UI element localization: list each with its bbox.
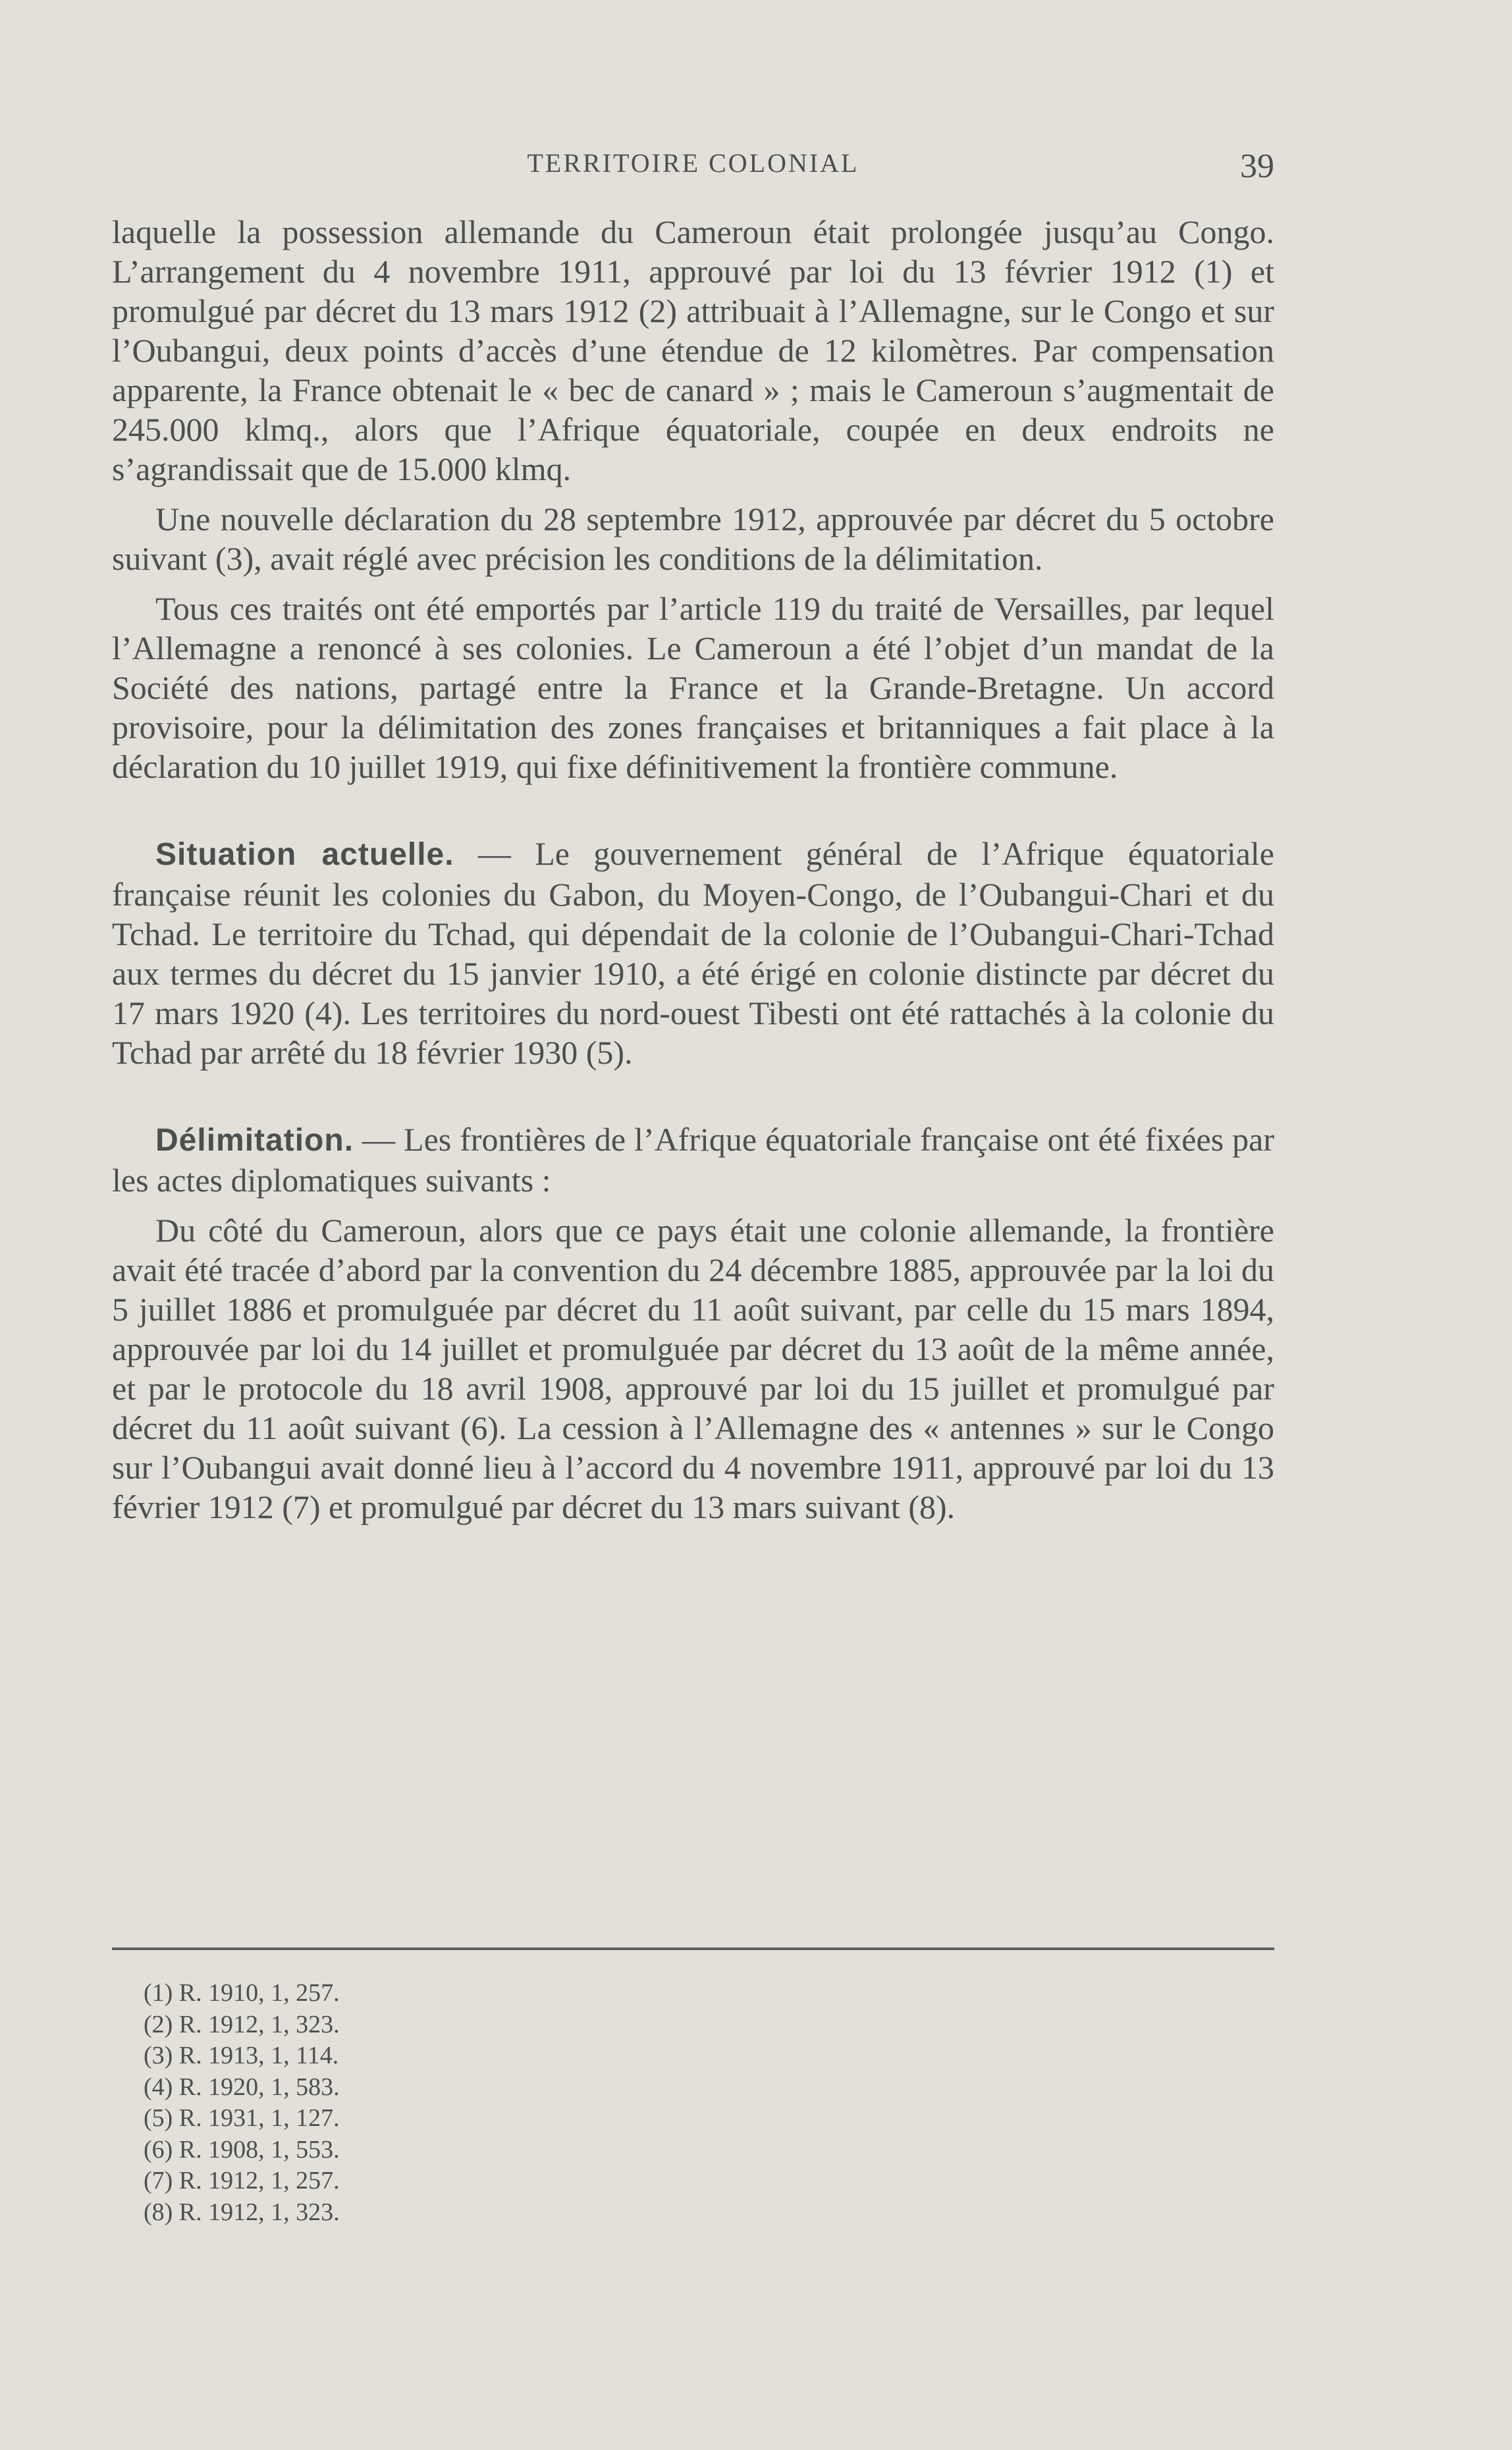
footnotes-list [144, 1978, 340, 2228]
paragraph-continued: laquelle la possession allemande du Cameroun était prolongée jusqu’au Congo. L’arrangement du 4 novembre 1911, approuvé par loi du 13 février 1912 (1) et promulgué par décret du 13 mars 1912 (2) attribuait à l’Allemagne, sur le Congo et sur l’Oubangui, deux points d’accès d’une étendue de 12 kilomètres. Par compensation apparente, la France obtenait le « bec de canard » ; mais le Cameroun s’augmentait de 245.000 klmq., alors que l’Afrique équatoriale, coupée en deux endroits ne s’agrandissait que de 15.000 klmq. [112, 213, 1274, 487]
footnote: (3) R. 1913, 1, 114. [144, 2042, 339, 2069]
footnote-rule [112, 1947, 1274, 1950]
section-heading-situation: Situation actuelle. [155, 837, 454, 872]
page-number: 39 [1240, 148, 1274, 185]
section-delimitation [112, 1120, 1274, 1200]
section-text-delimitation: — Les frontières de l’Afrique équatoriale française ont été fixées par les actes diplomatiques suivants : [112, 1121, 1274, 1199]
paragraph-declaration-1912: Une nouvelle déclaration du 28 septembre 1912, approuvée par décret du 5 octobre suivant (3), avait réglé avec précision les conditions de la délimitation. [112, 501, 1274, 577]
section-text-situation: — Le gouvernement général de l’Afrique équatoriale française réunit les colonies du Gabon, du Moyen-Congo, de l’Oubangui-Chari et du Tchad. Le territoire du Tchad, qui dépendait de la colonie de l’Oubangui-Chari-Tchad aux termes du décret du 15 janvier 1910, a été érigé en colonie distincte par décret du 17 mars 1920 (4). Les territoires du nord-ouest Tibesti ont été rattachés à la colonie du Tchad par arrêté du 18 février 1930 (5). [112, 835, 1274, 1071]
footnote: (1) R. 1910, 1, 257. [144, 1979, 340, 2007]
running-title: TERRITOIRE COLONIAL [527, 148, 859, 178]
section-heading-delimitation: Délimitation. [155, 1123, 354, 1158]
footnote: (2) R. 1912, 1, 323. [144, 2010, 340, 2038]
footnote: (4) R. 1920, 1, 583. [144, 2073, 340, 2101]
footnote: (8) R. 1912, 1, 323. [144, 2198, 340, 2226]
body-text [112, 212, 1274, 1527]
section-situation-actuelle [112, 834, 1274, 1072]
page-header [112, 144, 1274, 190]
footnote: (7) R. 1912, 1, 257. [144, 2167, 340, 2194]
paragraph-versailles: Tous ces traités ont été emportés par l’article 119 du traité de Versailles, par lequel l’Allemagne a renoncé à ses colonies. Le Cameroun a été l’objet d’un mandat de la Société des nations, partagé entre la France et la Grande-Bretagne. Un accord provisoire, pour la délimitation des zones françaises et britanniques a fait place à la déclaration du 10 juillet 1919, qui fixe définitivement la frontière commune. [112, 590, 1274, 785]
footnote: (5) R. 1931, 1, 127. [144, 2104, 340, 2132]
footnote: (6) R. 1908, 1, 553. [144, 2135, 340, 2164]
paragraph-cameroun-frontier: Du côté du Cameroun, alors que ce pays était une colonie allemande, la frontière avait été tracée d’abord par la convention du 24 décembre 1885, approuvée par la loi du 5 juillet 1886 et promulguée par décret du 11 août suivant, par celle du 15 mars 1894, approuvée par loi du 14 juillet et promulguée par décret du 13 août de la même année, et par le protocole du 18 avril 1908, approuvé par loi du 15 juillet et promulgué par décret du 11 août suivant (6). La cession à l’Allemagne des « antennes » sur le Congo sur l’Oubangui avait donné lieu à l’accord du 4 novembre 1911, approuvé par loi du 13 février 1912 (7) et promulgué par décret du 13 mars suivant (8). [112, 1212, 1274, 1525]
